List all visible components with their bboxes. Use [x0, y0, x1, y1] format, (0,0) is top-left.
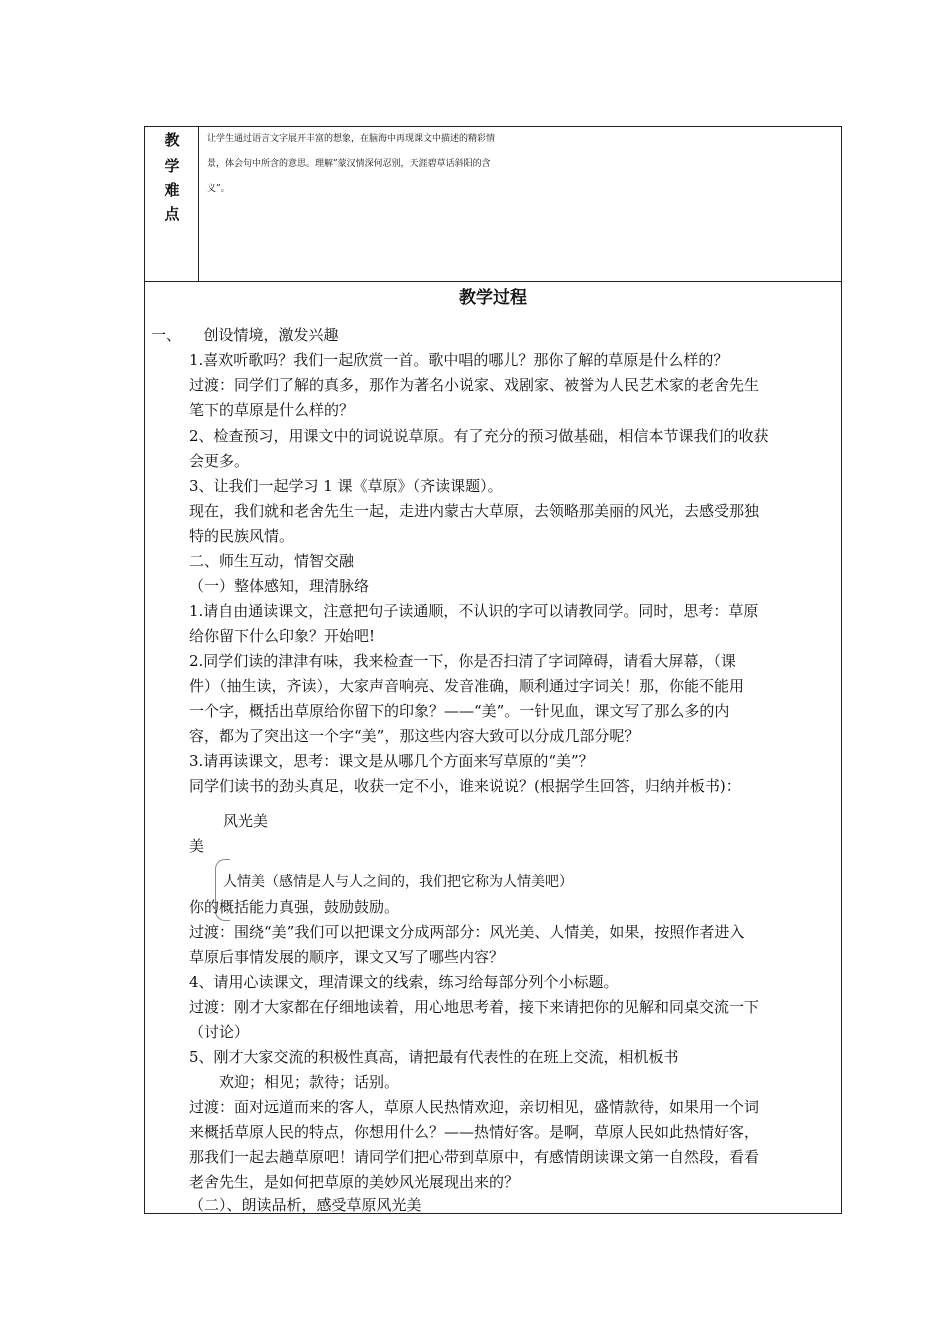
process-line: 一、 创设情境，激发兴趣 [151, 326, 339, 344]
process-line: 来概括草原人民的特点，你想用什么？——热情好客。是啊，草原人民如此热情好客， [189, 1123, 760, 1141]
difficulty-line: 让学生通过语言文字展开丰富的想象，在脑海中再现课文中描述的精彩情 [207, 134, 496, 144]
process-line: 草原后事情发展的顺序，课文又写了哪些内容？ [189, 948, 505, 966]
process-line: 1.请自由通读课文，注意把句子读通顺，不认识的字可以请教同学。同时，思考：草原 [189, 602, 759, 620]
process-line: 4、请用心读课文，理清课文的线索，练习给每部分列个小标题。 [189, 973, 619, 991]
process-line: 过渡：刚才大家都在仔细地读着，用心地思考着，接下来请把你的见解和同桌交流一下 [189, 998, 760, 1016]
process-line: 会更多。 [189, 452, 250, 470]
process-line: 过渡：面对远道而来的客人，草原人民热情欢迎，亲切相见，盛情款待，如果用一个词 [189, 1098, 760, 1116]
process-line: （一）整体感知，理清脉络 [189, 577, 370, 595]
process-line: 1.喜欢听歌吗？我们一起欣赏一首。歌中唱的哪儿？那你了解的草原是什么样的？ [189, 351, 729, 369]
process-line: 过渡：围绕“美”我们可以把课文分成两部分：风光美、人情美，如果，按照作者进入 [189, 923, 745, 941]
lesson-plan-table [144, 126, 842, 1214]
process-line: 容，都为了突出这一个字“美”，那这些内容大致可以分成几部分呢？ [189, 727, 640, 745]
process-line: 3.请再读课文，思考：课文是从哪几个方面来写草原的“美”？ [189, 752, 594, 770]
process-line: 2.同学们读的津津有味，我来检查一下，你是否扫清了字词障碍，请看大屏幕，（课 [189, 652, 736, 670]
difficulty-line: 义”。 [207, 184, 230, 194]
process-line: 你的概括能力真强，鼓励鼓励。 [189, 898, 400, 916]
process-line: 现在，我们就和老舍先生一起，走进内蒙古大草原，去领略那美丽的风光，去感受那独 [189, 502, 760, 520]
process-line: （二）、朗读品析，感受草原风光美 [189, 1196, 422, 1214]
process-line: 5、刚才大家交流的积极性真高，请把最有代表性的在班上交流，相机板书 [189, 1048, 679, 1066]
difficulty-label-cell [145, 127, 199, 281]
difficulty-text [207, 127, 837, 202]
process-line: 一个字，概括出草原给你留下的印象？——“美”。一针见血，课文写了那么多的内 [189, 702, 730, 720]
process-line: 3、让我们一起学习 1 课《草原》（齐读课题）。 [189, 477, 503, 495]
process-line: 2、检查预习，用课文中的词说说草原。有了充分的预习做基础，相信本节课我们的收获 [189, 427, 769, 445]
process-line: 过渡：同学们了解的真多，那作为著名小说家、戏剧家、被誉为人民艺术家的老舍先生 [189, 376, 760, 394]
process-line: （讨论） [189, 1023, 250, 1041]
section-title: 教学过程 [459, 288, 527, 308]
process-line: 同学们读书的劲头真足，收获一定不小，谁来说说？(根据学生回答，归纳并板书)： [189, 777, 741, 795]
difficulty-row [145, 127, 841, 282]
process-line: 件）（抽生读，齐读），大家声音响亮、发音准确，顺利通过字词关！那，你能不能用 [189, 677, 745, 695]
process-line: 特的民族风情。 [189, 527, 295, 545]
difficulty-label-char: 学 [164, 157, 180, 175]
process-line: 二、师生互动，情智交融 [189, 552, 355, 570]
process-line: 欢迎；相见；款待；话别。 [189, 1073, 400, 1091]
difficulty-label-char: 点 [164, 205, 180, 223]
process-line: 老舍先生，是如何把草原的美妙风光展现出来的？ [189, 1173, 520, 1191]
process-line: 那我们一起去趟草原吧！请同学们把心带到草原中，有感情朗读课文第一自然段，看看 [189, 1148, 760, 1166]
board-item-scenery: 风光美 [223, 812, 269, 830]
difficulty-line: 景，体会句中所含的意思。理解”蒙汉情深何忍别，天涯碧草话斜阳的含 [207, 159, 491, 169]
difficulty-label-char: 难 [164, 181, 180, 199]
process-line: 给你留下什么印象？开始吧! [189, 627, 376, 645]
board-item-people: 人情美（感情是人与人之间的，我们把它称为人情美吧） [223, 874, 573, 890]
difficulty-label-char: 教 [164, 131, 180, 149]
board-center: 美 [189, 837, 205, 855]
process-line: 笔下的草原是什么样的？ [189, 401, 355, 419]
